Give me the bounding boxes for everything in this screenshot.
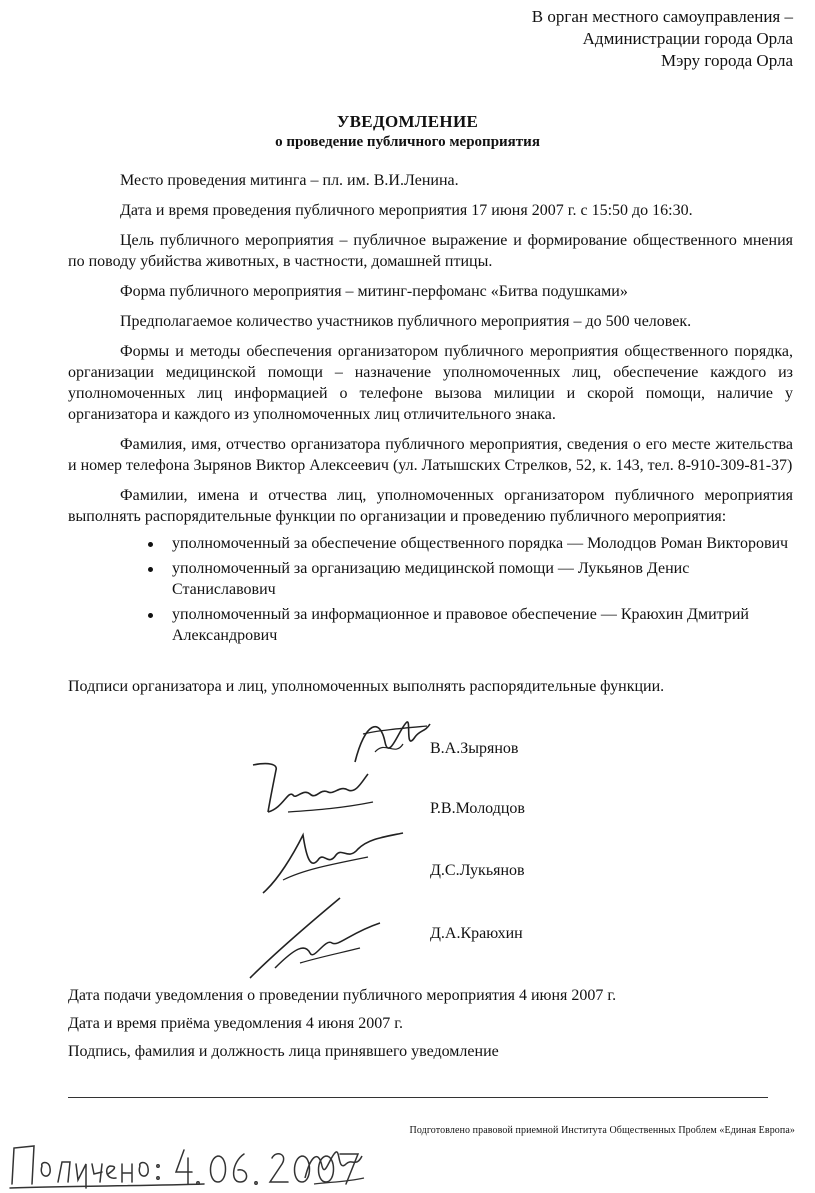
place-paragraph: Место проведения митинга – пл. им. В.И.Ленина. (120, 172, 459, 189)
signature-molodtsov-icon (248, 760, 378, 820)
form-paragraph: Форма публичного мероприятия – митинг-перфоманс «Битва подушками» (120, 283, 628, 300)
signature-intro: Подписи организатора и лиц, уполномоченных выполнять распорядительные функции. (68, 678, 665, 695)
methods-paragraph: Формы и методы обеспечения организатором публичного мероприятия общественного порядка, организации медицинской помощи – назначение уполномоченных лиц, обеспечение каждого из уполномоченных лиц информацией о телефоне вызова милиции и скорой помощи, наличие у организатора и каждого из уполномоченных лиц отличительного знака. (68, 343, 793, 423)
authorized-intro-paragraph: Фамилии, имена и отчества лиц, уполномоченных организатором публичного мероприятия выполнять распорядительные функции по организации и проведению публичного мероприятия: (68, 487, 793, 525)
signature-name: Д.С.Лукьянов (430, 862, 525, 879)
bullet-icon (148, 542, 153, 547)
datetime-paragraph: Дата и время проведения публичного мероприятия 17 июня 2007 г. с 15:50 до 16:30. (120, 202, 693, 219)
addressee-line: Администрации города Орла (582, 29, 793, 48)
list-item-text: уполномоченный за обеспечение общественного порядка — Молодцов Роман Викторович (172, 535, 789, 552)
receipt-date: Дата и время приёма уведомления 4 июня 2007 г. (68, 1015, 404, 1032)
signature-krayukhin-icon (240, 893, 390, 983)
authorized-list (68, 533, 793, 646)
receiver-signature-label: Подпись, фамилия и должность лица принявшего уведомление (68, 1043, 499, 1060)
signature-name: В.А.Зырянов (430, 740, 519, 757)
document-subtitle: о проведение публичного мероприятия (275, 134, 540, 150)
credit-text: Подготовлено правовой приемной Института Общественных Проблем «Единая Европа» (409, 1125, 795, 1136)
list-item-text: уполномоченный за информационное и правовое обеспечение — Краюхин Дмитрий Александрович (172, 606, 749, 644)
receiver-signature-icon (300, 1138, 370, 1190)
signature-line-divider (68, 1097, 768, 1098)
addressee-line: Мэру города Орла (660, 51, 793, 70)
list-item (148, 558, 793, 600)
signature-name: Д.А.Краюхин (430, 925, 523, 942)
notice-body (68, 170, 793, 650)
list-item-text: уполномоченный за организацию медицинской помощи — Лукьянов Денис Станиславович (172, 560, 690, 598)
list-item (148, 604, 793, 646)
signature-lukyanov-icon (258, 825, 408, 900)
addressee-line: В орган местного самоуправления – (531, 7, 793, 26)
addressee-block (532, 6, 793, 72)
organizer-paragraph: Фамилия, имя, отчество организатора публичного мероприятия, сведения о его месте жительства и номер телефона Зырянов Виктор Алексеевич (ул. Латышских Стрелков, 52, к. 143, тел. 8-910-309-81-37) (68, 436, 793, 474)
signature-name: Р.В.Молодцов (430, 800, 525, 817)
submission-date: Дата подачи уведомления о проведении публичного мероприятия 4 июня 2007 г. (68, 987, 617, 1004)
list-item (148, 533, 793, 554)
bullet-icon (148, 567, 153, 572)
goal-paragraph: Цель публичного мероприятия – публичное выражение и формирование общественного мнения по поводу убийства животных, в частности, домашней птицы. (68, 232, 793, 270)
participants-paragraph: Предполагаемое количество участников публичного мероприятия – до 500 человек. (120, 313, 692, 330)
document-title: УВЕДОМЛЕНИЕ (336, 112, 479, 131)
bullet-icon (148, 613, 153, 618)
